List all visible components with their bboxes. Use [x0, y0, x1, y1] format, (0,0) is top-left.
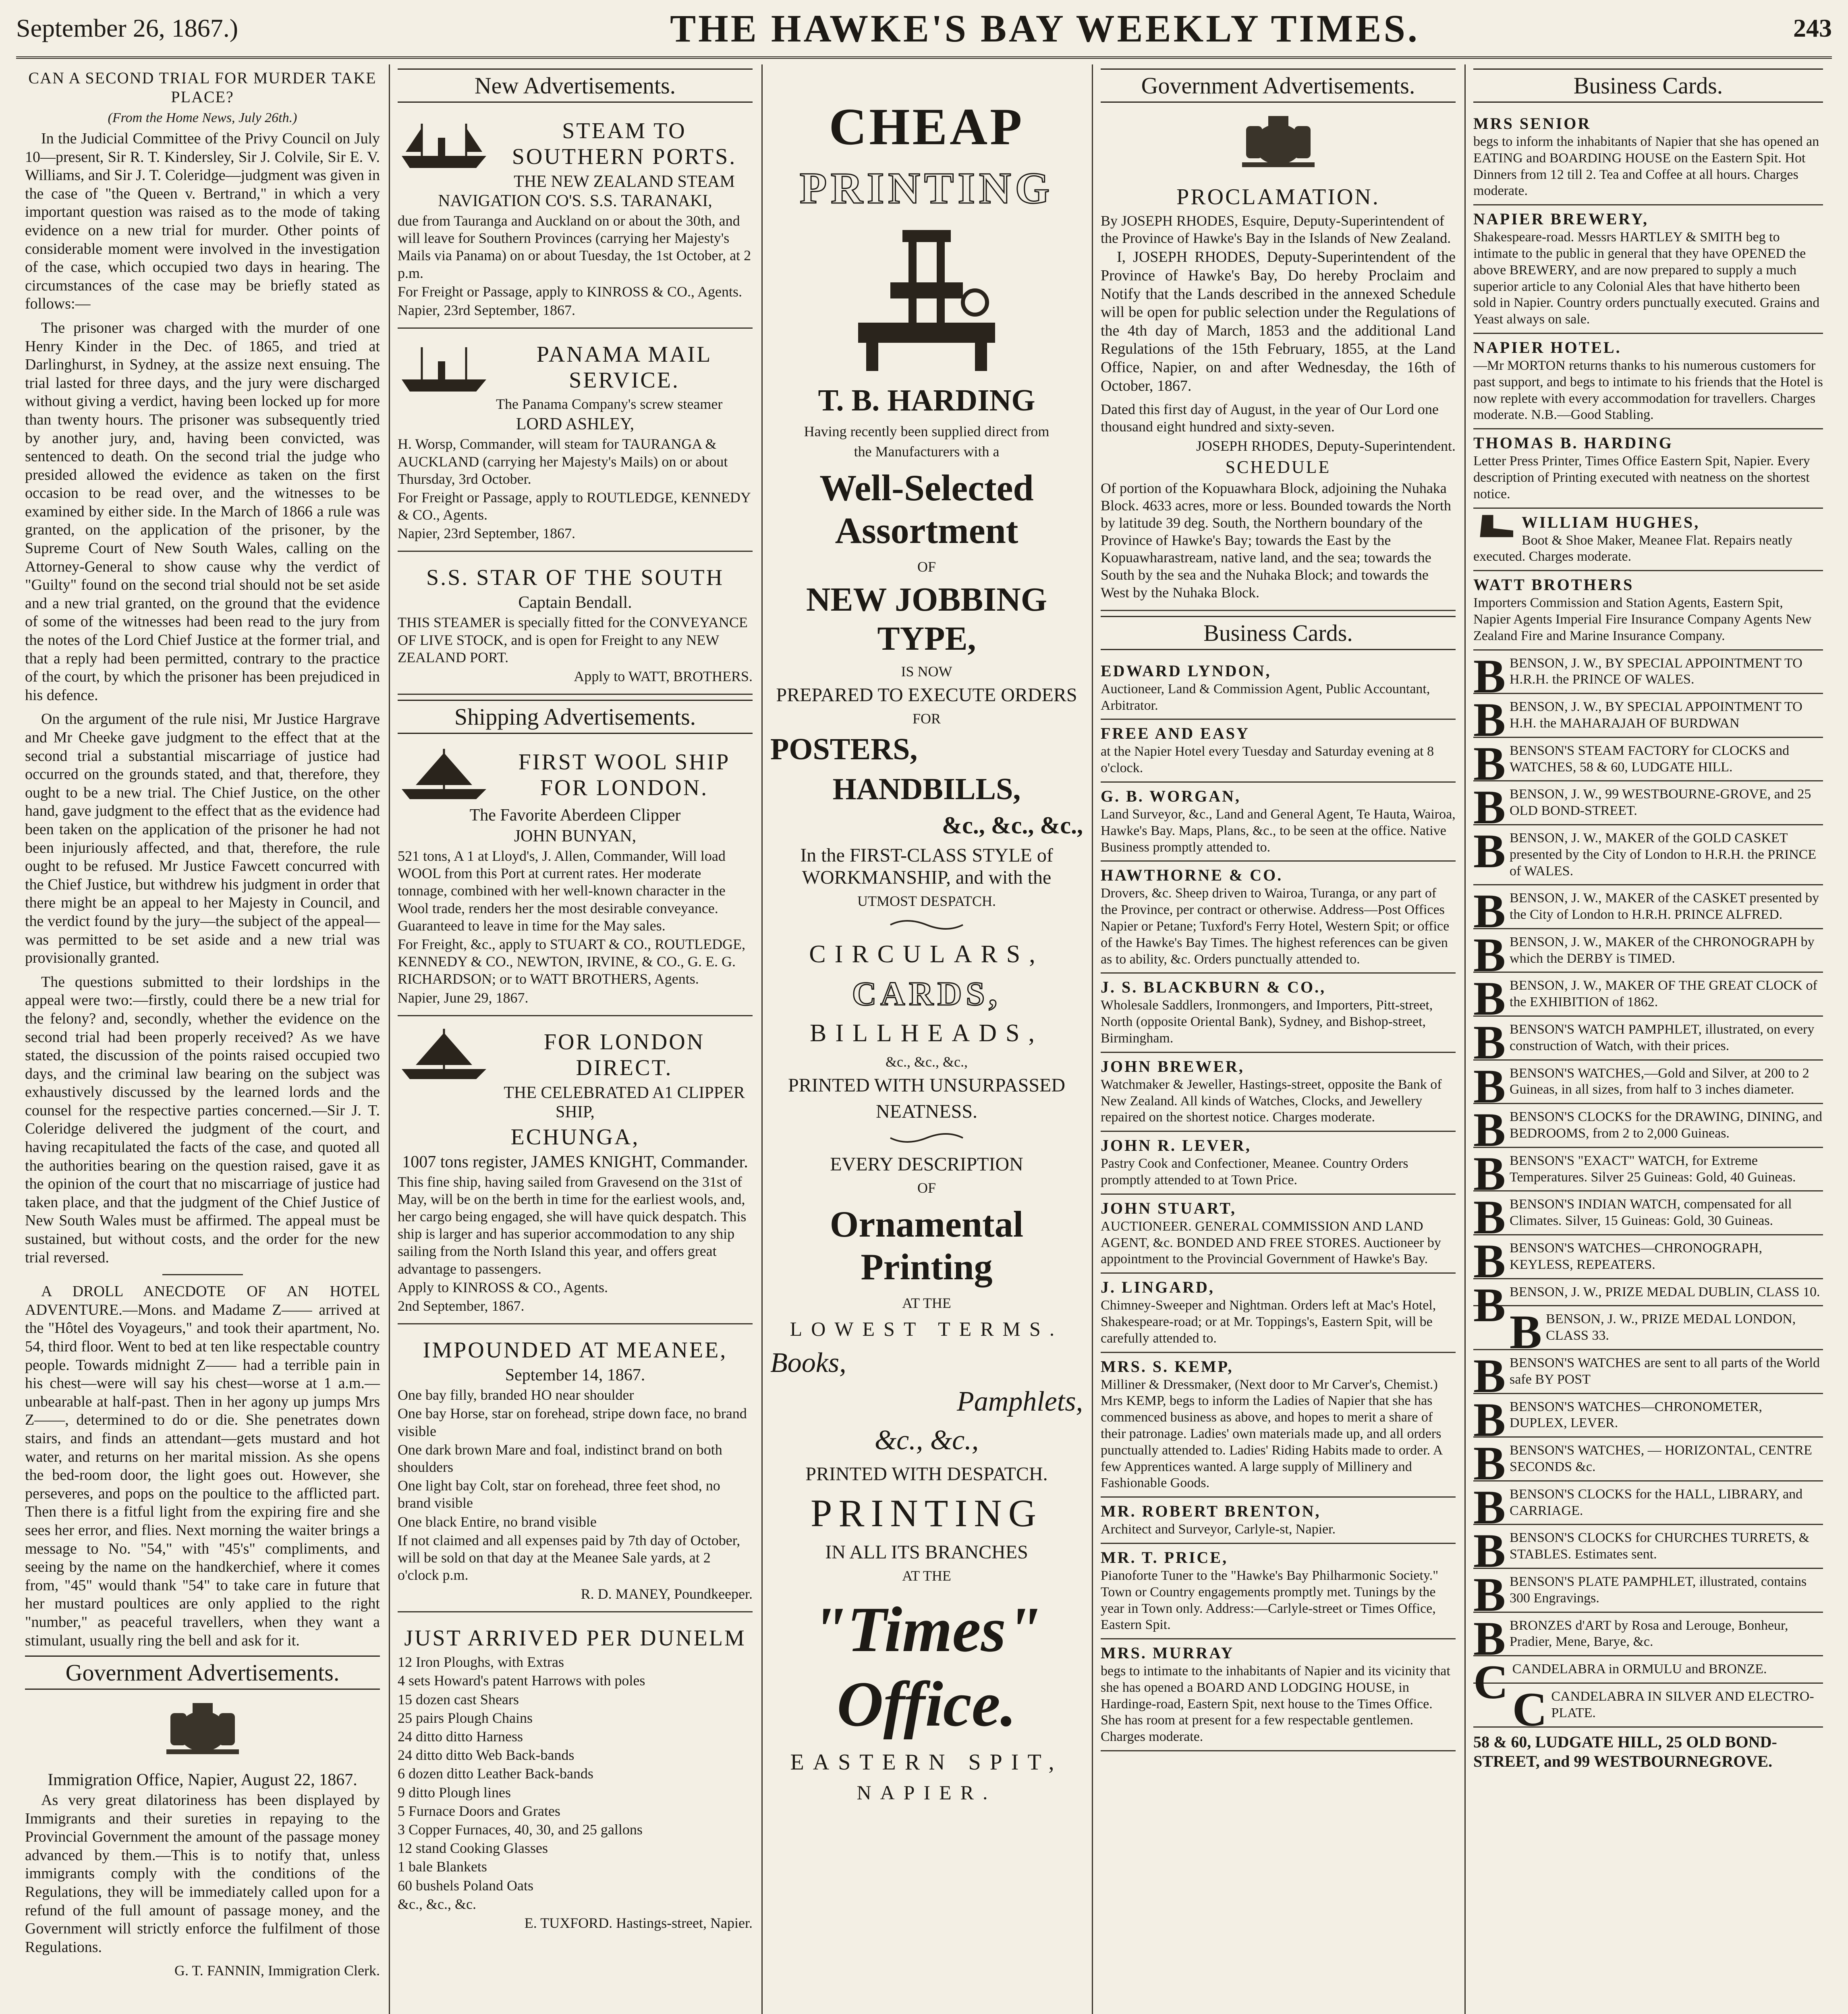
business-card [1473, 571, 1823, 650]
ad-title: STEAM TO SOUTHERN PORTS. [512, 118, 737, 169]
ad-text: THIS STEAMER is specially fitted for the CONVEYANCE OF LIVE STOCK, and is open for Freight to any NEW ZEALAND PORT. [398, 614, 748, 665]
printing-press-icon [842, 222, 1011, 375]
ad-line: CARDS, [852, 975, 1002, 1013]
benson-ad [1473, 693, 1823, 747]
ad-ship: LORD ASHLEY, [516, 415, 635, 434]
impounded-item: One black Entire, no brand visible [398, 1513, 597, 1530]
business-card [1101, 862, 1456, 974]
ad-line: OF [917, 559, 936, 575]
dunelm-ad [398, 1617, 753, 1940]
schedule-title: SCHEDULE [1225, 457, 1331, 477]
section-heading: Business Cards. [1473, 68, 1823, 103]
ad-line: EASTERN SPIT, [790, 1750, 1063, 1775]
royal-crest-icon [1218, 110, 1339, 170]
benson-initial: B [1473, 1524, 1506, 1578]
benson-line: BENSON, J. W., BY SPECIAL APPOINTMENT TO H.H. the MAHARAJAH OF BURDWAN [1510, 699, 1802, 731]
card-name: MRS. MURRAY [1101, 1644, 1234, 1662]
ornament-icon [886, 1130, 967, 1146]
benson-ad [1473, 649, 1823, 703]
ornament-icon [886, 917, 967, 933]
card-name: G. B. WORGAN, [1101, 787, 1241, 805]
impounded-item: One bay filly, branded HO near shoulder [398, 1387, 634, 1403]
ad-line: POSTERS, [770, 732, 918, 766]
card-name: J. S. BLACKBURN & CO., [1101, 978, 1326, 997]
card-text: Drovers, &c. Sheep driven to Wairoa, Turanga, or any part of the Province, per contract or otherwise. Address—Post Offices Napier or Petane; Tuxford's Ferry Hotel, Western Spit; or office of the Hawke's Bay Times. The highest references can be given as to ability, &c. Orders punctually attended to. [1101, 886, 1450, 967]
ad-sub: The Favorite Aberdeen Clipper [469, 806, 681, 825]
card-text: Wholesale Saddlers, Ironmongers, and Importers, Pitt-street, North (opposite Oriental Bank), Sydney, and Bishop-street, Birmingham. [1101, 998, 1433, 1046]
ad-apply: Apply to WATT, BROTHERS. [574, 668, 753, 684]
dunelm-item: 1 bale Blankets [398, 1859, 487, 1875]
benson-ad [1473, 1568, 1823, 1621]
ad-master: 1007 tons register, JAMES KNIGHT, Commander. [402, 1152, 748, 1171]
divider [162, 1274, 243, 1275]
benson-line: BENSON'S INDIAN WATCH, compensated for all Climates. Silver, 15 Guineas: Gold, 30 Guineas. [1510, 1197, 1792, 1229]
benson-initial: B [1473, 884, 1506, 938]
benson-line: BENSON'S WATCHES are sent to all parts of the World safe BY POST [1510, 1355, 1820, 1387]
royal-crest-icon [142, 1697, 263, 1757]
column-5 [1464, 64, 1832, 2014]
benson-initial: B [1473, 1436, 1506, 1490]
benson-ad [1473, 1146, 1823, 1200]
business-card [1101, 1353, 1456, 1498]
ad-line: Having recently been supplied direct from [804, 423, 1049, 439]
benson-ad [1473, 1524, 1823, 1578]
benson-initial: B [1473, 928, 1506, 982]
benson-initial: C [1512, 1682, 1547, 1736]
issue-date: September 26, 1867.) [16, 14, 238, 42]
business-card [1101, 1498, 1456, 1544]
card-name: JOHN R. LEVER, [1101, 1136, 1251, 1155]
dunelm-item: 9 ditto Plough lines [398, 1784, 511, 1801]
ad-line: Ornamental Printing [830, 1204, 1024, 1287]
card-name: THOMAS B. HARDING [1473, 434, 1673, 452]
ad-line: CIRCULARS, [809, 941, 1044, 968]
benson-initial: B [1473, 1103, 1506, 1157]
ad-agents: For Freight, &c., apply to STUART & CO., ROUTLEDGE, KENNEDY & CO., NEWTON, IRVINE, & CO., G. E. G. RICHARDSON; or to WATT BROTHERS, Agents. [398, 936, 746, 987]
dunelm-item: 12 stand Cooking Glasses [398, 1840, 548, 1857]
benson-ad [1473, 1234, 1823, 1288]
benson-line: BENSON'S WATCHES, — HORIZONTAL, CENTRE SECONDS &c. [1510, 1443, 1812, 1475]
steam-ad [398, 110, 753, 329]
ad-line: NEW JOBBING TYPE, [806, 581, 1047, 657]
ad-line: &c., &c., &c., [942, 812, 1083, 839]
card-name: MR. T. PRICE, [1101, 1548, 1228, 1566]
ad-line: &c., &c., &c., [886, 1054, 968, 1070]
benson-initial: B [1473, 649, 1506, 703]
article-paragraph: The prisoner was charged with the murder of one Henry Kinder in the Dec. of 1865, and tried at Darlinghurst, in Sydney, at the assize next ensuing. The trial lasted for three days, and the jury were discharged without giving a verdict, having been locked up for more than twenty hours. The prisoner was subsequently tried by another jury, and, having been convicted, was sentenced to death. On the second trial the judge who presided allowed the evidence as taken on the first occasion to be read over, and the witnesses to be examined by either side. In the March of 1866 a rule was granted, on the application of the prisoner, by the Supreme Court of New South Wales, calling on the Attorney-General to show cause why the verdict of "Guilty" found on the second trial should not be set aside and a new trial granted, on the ground that the evidence of some of the witnesses had been read to the jury from the notes of the Lord Chief Justice at the former trial, and that a reply had been permitted, contrary to the practice of the court, by which the prisoner has been prejudiced in his defence. [25, 319, 380, 704]
card-text: Watchmaker & Jeweller, Hastings-street, opposite the Bank of New Zealand. All kinds of Watches, Clocks, and Jewellery repaired on the shortest notice. Charges moderate. [1101, 1077, 1442, 1125]
gov-office: Immigration Office, Napier, August 22, 1867. [48, 1771, 357, 1790]
star-ad [398, 557, 753, 695]
gov-notice: As very great dilatoriness has been displayed by Immigrants and their sureties in repaying to the Provincial Government the amount of the passage money advanced by them.—This is to notify that, unless immigrants comply with the conditions of the Regulations, they will be immediately called upon for a refund of the full amount of passage money, and the Government will strictly enforce the fulfilment of those Regulations. [25, 1792, 380, 1956]
card-name: EDWARD LYNDON, [1101, 661, 1271, 680]
benson-ad [1473, 1611, 1823, 1665]
section-heading: New Advertisements. [398, 68, 753, 103]
benson-ad [1473, 1059, 1823, 1113]
dunelm-item: 25 pairs Plough Chains [398, 1709, 533, 1726]
ad-freight: For Freight or Passage, apply to ROUTLEDGE, KENNEDY & CO., Agents. [398, 489, 751, 523]
ad-date: September 14, 1867. [505, 1366, 645, 1385]
ad-line: IN ALL ITS BRANCHES [825, 1542, 1028, 1563]
benson-initial: B [1473, 1190, 1506, 1244]
business-card [1473, 110, 1823, 205]
column-2 [389, 64, 761, 2014]
benson-line: BENSON, J. W., MAKER of the CASKET presented by the City of London to H.R.H. PRINCE ALFRED. [1510, 891, 1819, 922]
benson-ad [1473, 1728, 1823, 1776]
card-name: J. LINGARD, [1101, 1278, 1215, 1297]
benson-initial: B [1473, 1349, 1506, 1403]
ad-date: 2nd September, 1867. [398, 1298, 525, 1314]
business-card [1101, 1639, 1456, 1751]
proclamation-dated: Dated this first day of August, in the year of Our Lord one thousand eight hundred and sixty-seven. [1101, 401, 1439, 435]
benson-ad [1473, 1480, 1823, 1534]
dunelm-item: 12 Iron Ploughs, with Extras [398, 1654, 564, 1670]
benson-ad [1473, 780, 1823, 834]
times-office: "Times" Office. [811, 1593, 1042, 1740]
business-card [1101, 1132, 1456, 1195]
section-heading: Shipping Advertisements. [398, 700, 753, 734]
proclamation-title: PROCLAMATION. [1176, 184, 1380, 209]
impounded-item: One light bay Colt, star on forehead, three feet shod, no brand visible [398, 1477, 720, 1511]
schedule-text: Of portion of the Kopuawhara Block, adjoining the Nuhaka Block. 4633 acres, more or less. Bounded towards the North by latitude 39 deg. South, the Northern boundary of the Province of Hawke's Bay; towards the East by the Kopuawharastream, native land, and the sea; towards the South by the sea and the Nuhaka Block; and towards the West by the Nuhaka Block. [1101, 480, 1451, 601]
benson-ad [1473, 1436, 1823, 1490]
ad-line: Well-Selected Assortment [819, 467, 1034, 551]
benson-initial: B [1473, 736, 1506, 790]
benson-initial: B [1473, 824, 1506, 878]
benson-initial: B [1473, 1568, 1506, 1621]
dunelm-item: 24 ditto ditto Harness [398, 1728, 523, 1745]
business-card [1101, 783, 1456, 862]
benson-initial: B [1510, 1305, 1542, 1359]
ad-line: FOR [912, 711, 941, 727]
card-text: Letter Press Printer, Times Office Eastern Spit, Napier. Every description of Printing executed with neatness on the shortest notice. [1473, 454, 1810, 501]
ad-title: FOR LONDON DIRECT. [543, 1029, 705, 1080]
business-card [1101, 1544, 1456, 1639]
ad-line: EVERY DESCRIPTION [830, 1154, 1023, 1175]
printing-heading: PRINTING [799, 164, 1054, 213]
ad-line: HANDBILLS, [832, 772, 1021, 806]
card-text: Land Surveyor, &c., Land and General Agent, Te Hauta, Wairoa, Hawke's Bay. Maps, Plans, &c., to be seen at the office. Native Business promptly attended to. [1101, 807, 1456, 855]
benson-ad [1473, 1392, 1823, 1446]
business-card [1101, 974, 1456, 1053]
card-text: Pianoforte Tuner to the "Hawke's Bay Philharmonic Society." Town or Country engagements promptly met. Tunings by the year in Town only. Address:—Carlyle-street or Times Office, Eastern Spit. [1101, 1568, 1439, 1633]
sailing-ship-icon [398, 1027, 490, 1083]
ad-line: NEATNESS. [875, 1101, 978, 1122]
ad-line: Books, [770, 1347, 846, 1378]
benson-ad [1473, 1305, 1823, 1359]
proclamation [1101, 176, 1456, 611]
ad-company: THE NEW ZEALAND STEAM NAVIGATION CO'S. S.S. TARANAKI, [438, 172, 735, 210]
ad-text: The Panama Company's screw steamer [496, 396, 723, 412]
benson-ad [1473, 1015, 1823, 1069]
dunelm-item: 60 bushels Poland Oats [398, 1877, 533, 1894]
business-card [1473, 334, 1823, 429]
card-name: WILLIAM HUGHES, [1522, 513, 1700, 531]
ad-line: PRINTED WITH UNSURPASSED [788, 1075, 1066, 1096]
ad-line: the Manufacturers with a [854, 443, 1000, 460]
card-text: Pastry Cook and Confectioner, Meanee. Country Orders promptly attended to at Town Price. [1101, 1156, 1408, 1187]
benson-line: BENSON, J. W., 99 WESTBOURNE-GROVE, and 25 OLD BOND-STREET. [1510, 787, 1811, 818]
wool-ad [398, 741, 753, 1016]
benson-ad [1473, 1190, 1823, 1244]
benson-ad [1473, 928, 1823, 982]
benson-initial: B [1473, 780, 1506, 834]
ad-ship: JOHN BUNYAN, [514, 827, 637, 845]
proclamation-by: By JOSEPH RHODES, Esquire, Deputy-Superintendent of the Province of Hawke's Bay in the Islands of New Zealand. [1101, 213, 1451, 247]
card-name: WATT BROTHERS [1473, 576, 1634, 594]
ad-signature: E. TUXFORD. Hastings-street, Napier. [524, 1915, 753, 1931]
ad-line: PREPARED TO EXECUTE ORDERS [776, 684, 1077, 706]
business-card [1101, 1274, 1456, 1353]
ad-title: IMPOUNDED AT MEANEE, [423, 1338, 728, 1363]
benson-initial: B [1473, 972, 1506, 1026]
ad-sub: THE CELEBRATED A1 CLIPPER SHIP, [504, 1083, 745, 1121]
ad-text: 521 tons, A 1 at Lloyd's, J. Allen, Commander, Will load WOOL from this Port at current rates. Her moderate tonnage, combined with her well-known character in the Wool trade, renders her the most desirable conveyance. Guaranteed to leave in time for the May sales. [398, 848, 726, 934]
ad-line: AT THE [902, 1568, 951, 1584]
ad-line: UTMOST DESPATCH. [857, 893, 996, 909]
card-text: Chimney-Sweeper and Nightman. Orders left at Mac's Hotel, Shakespeare-road; or at Mr. Toppings's, Eastern Spit, will be carefully attended to. [1101, 1298, 1436, 1346]
business-card [1101, 657, 1456, 720]
ad-signature: R. D. MANEY, Poundkeeper. [581, 1586, 753, 1602]
column-1 [16, 64, 389, 2014]
column-3-printing-ad [761, 64, 1092, 2014]
benson-line: BENSON'S PLATE PAMPHLET, illustrated, contains 300 Engravings. [1510, 1574, 1807, 1606]
benson-line: BENSON, J. W., MAKER of the GOLD CASKET presented by the City of London to H.R.H. the PRINCE of WALES. [1510, 830, 1817, 879]
business-card [1473, 429, 1823, 508]
benson-line: BENSON, J. W., MAKER OF THE GREAT CLOCK of the EXHIBITION of 1862. [1510, 978, 1817, 1010]
gov-signature: G. T. FANNIN, Immigration Clerk. [174, 1962, 380, 1979]
card-text: begs to intimate to the inhabitants of Napier and its vicinity that she has opened a BOARD AND LODGING HOUSE, in Hardinge-road, Eastern Spit, next house to the Times Office. She has room at present for a few respectable gentlemen. Charges moderate. [1101, 1664, 1450, 1745]
ad-text: This fine ship, having sailed from Gravesend on the 31st of May, will be on the berth in time for the earliest wools, and, her cargo being engaged, she will have quick despatch. This ship is larger and has superior accommodation to any ship sailing from the North Island this year, and offers great advantage to passengers. [398, 1173, 747, 1277]
card-name: NAPIER HOTEL. [1473, 338, 1622, 356]
card-name: NAPIER BREWERY, [1473, 210, 1649, 228]
ad-apply: Apply to KINROSS & CO., Agents. [398, 1279, 608, 1295]
benson-line: CANDELABRA IN SILVER AND ELECTRO-PLATE. [1551, 1689, 1814, 1720]
article-title: CAN A SECOND TRIAL FOR MURDER TAKE PLACE? [28, 69, 377, 106]
dunelm-item: 15 dozen cast Shears [398, 1691, 519, 1707]
dunelm-item: &c., &c., &c. [398, 1896, 476, 1912]
section-heading: Government Advertisements. [1101, 68, 1456, 103]
card-text: Milliner & Dressmaker, (Next door to Mr Carver's, Chemist.) Mrs KEMP, begs to inform the Ladies of Napier that she has commenced business as above, and hopes to merit a share of their patronage. Ladies' own materials made up, and all orders punctually attended to. Ladies' Riding Habits made to order. A few Apprentices wanted. A large supply of Millinery and Fashionable Goods. [1101, 1377, 1442, 1491]
card-name: JOHN BREWER, [1101, 1057, 1244, 1075]
ad-date: Napier, 23rd September, 1867. [398, 525, 575, 542]
ad-text: If not claimed and all expenses paid by 7th day of October, will be sold on that day at the Meanee Sale yards, at 2 o'clock p.m. [398, 1532, 740, 1583]
dunelm-item: 6 dozen ditto Leather Back-bands [398, 1765, 593, 1782]
ad-line: NAPIER. [857, 1781, 997, 1804]
article-paragraph: In the Judicial Committee of the Privy Council on July 10—present, Sir R. T. Kindersley, Sir J. Colvile, Sir E. V. Williams, and Sir J. T. Coleridge—judgment was given in the case of "the Queen v. Bertrand," in which a very important question was raised as to the mode of taking evidence on a new trial for murder. Other points of considerable moment were involved in the investigation of the case, which occupied two days in hearing. The circumstances of the case may be briefly stated as follows:— [25, 130, 380, 313]
card-text: Shakespeare-road. Messrs HARTLEY & SMITH beg to intimate to the public in general that they have OPENED the above BREWERY, and are now prepared to supply a much superior article to any Colonial Ales that have hitherto been sold in Napier. Country orders punctually executed. Grains and Yeast always on sale. [1473, 230, 1820, 327]
card-name: MR. ROBERT BRENTON, [1101, 1502, 1321, 1521]
printer-name: T. B. HARDING [818, 383, 1035, 417]
dunelm-item: 5 Furnace Doors and Grates [398, 1803, 560, 1819]
benson-ad [1473, 884, 1823, 938]
benson-ad [1473, 736, 1823, 790]
card-text: —Mr MORTON returns thanks to his numerous customers for past support, and begs to intimate to his friends that the Hotel is now replete with every accommodation for travellers. Charges moderate. N.B.—Good Stabling. [1473, 358, 1823, 423]
benson-line: BENSON, J. W., BY SPECIAL APPOINTMENT TO H.R.H. the PRINCE OF WALES. [1510, 655, 1802, 687]
card-text: Importers Commission and Station Agents, Eastern Spit, Napier Agents Imperial Fire Insurance Company Agents New Zealand Fire and Marine Insurance Company. [1473, 595, 1812, 643]
page-number: 243 [1793, 14, 1832, 42]
panama-ad [398, 334, 753, 552]
benson-ad [1473, 1103, 1823, 1157]
ad-title: PANAMA MAIL SERVICE. [536, 342, 712, 393]
card-name: JOHN STUART, [1101, 1199, 1237, 1217]
boot-icon [1473, 513, 1518, 539]
ad-title: S.S. STAR OF THE SOUTH [426, 565, 724, 591]
impounded-item: One bay Horse, star on forehead, stripe down face, no brand visible [398, 1405, 747, 1439]
benson-line: BRONZES d'ART by Rosa and Lerouge, Bonheur, Pradier, Mene, Barye, &c. [1510, 1618, 1788, 1649]
ad-date: Napier, June 29, 1867. [398, 989, 529, 1006]
benson-ad [1473, 1349, 1823, 1403]
steamship-icon [398, 339, 490, 396]
benson-ad [1473, 1682, 1823, 1736]
benson-line: BENSON'S "EXACT" WATCH, for Extreme Temperatures. Silver 25 Guineas: Gold, 40 Guineas. [1510, 1153, 1796, 1185]
card-text: begs to inform the inhabitants of Napier that she has opened an EATING and BOARDING HOUSE on the Eastern Spit. Hot Dinners from 12 till 2. Tea and Coffee at all hours. Charges moderate. [1473, 134, 1819, 199]
benson-initial: B [1473, 1146, 1506, 1200]
article-paragraph: The questions submitted to their lordships in the appeal were two:—firstly, could there be a new trial for the felony? and, secondly, whether the evidence on the second trial had been properly received? As we have stated, the discussion of the points raised occupied two days, and the criminal law bearing on the subject was exhaustively discussed by the learned lords and the counsel for the respective parties concerned.—Sir J. T. Coleridge delivered the judgment of the court, and having recapitulated the facts of the case, and quoted all the authorities bearing on the question raised, gave it as the opinion of the court that no miscarriage of justice had taken place, and that the judgment of the Chief Justice of New South Wales must be affirmed. The appeal must be sustained, but without costs, and the order for the new trial reversed. [25, 973, 380, 1266]
ad-freight: For Freight or Passage, apply to KINROSS & CO., Agents. [398, 283, 742, 300]
benson-line: BENSON'S STEAM FACTORY for CLOCKS and WATCHES, 58 & 60, LUDGATE HILL. [1510, 743, 1790, 775]
benson-initial: B [1473, 1611, 1506, 1665]
ad-line: OF [917, 1180, 936, 1196]
benson-address: 58 & 60, LUDGATE HILL, 25 OLD BOND-STREET, and 99 WESTBOURNEGROVE. [1473, 1732, 1777, 1770]
benson-initial: B [1473, 1059, 1506, 1113]
proclamation-text: I, JOSEPH RHODES, Deputy-Superintendent of the Province of Hawke's Bay, Do hereby Proclaim and Notify that the Lands described in the annexed Schedule will be open for public selection under the Regulations of the 4th day of March, 1853 and the additional Land Regulations of the 15th February, 1855, at the Land Office, Napier, on and after Wednesday, the 16th of October, 1867. [1101, 249, 1456, 394]
business-card [1473, 509, 1823, 572]
ad-line: BILLHEADS, [810, 1019, 1043, 1047]
benson-line: BENSON, J. W., PRIZE MEDAL LONDON, CLASS 33. [1546, 1312, 1796, 1343]
business-card [1101, 1053, 1456, 1132]
benson-initial: B [1473, 1234, 1506, 1288]
benson-line: BENSON'S CLOCKS for the HALL, LIBRARY, and CARRIAGE. [1510, 1486, 1803, 1518]
benson-initial: B [1473, 1278, 1506, 1332]
benson-initial: C [1473, 1655, 1508, 1709]
ad-captain: Captain Bendall. [518, 593, 632, 612]
ad-text: due from Tauranga and Auckland on or about the 30th, and will leave for Southern Provinces (carrying her Majesty's Mails via Panama) on or about Tuesday, the 1st October, at 2 p.m. [398, 213, 751, 281]
card-text: Boot & Shoe Maker, Meanee Flat. Repairs neatly executed. Charges moderate. [1473, 533, 1792, 564]
masthead [16, 0, 1832, 59]
ad-date: Napier, 23rd September, 1867. [398, 302, 575, 318]
ad-details: H. Worsp, Commander, will steam for TAURANGA & AUCKLAND (carrying her Majesty's Mails) on or about Thursday, 3rd October. [398, 436, 728, 487]
ad-line: IS NOW [901, 663, 952, 680]
benson-initial: B [1473, 693, 1506, 747]
column-4 [1092, 64, 1464, 2014]
benson-line: BENSON'S WATCH PAMPHLET, illustrated, on every construction of Watch, with their prices. [1510, 1022, 1815, 1053]
card-text: Architect and Surveyor, Carlyle-st, Napier. [1101, 1522, 1336, 1537]
benson-initial: B [1473, 1015, 1506, 1069]
benson-ad [1473, 825, 1823, 885]
newspaper-title: THE HAWKE'S BAY WEEKLY TIMES. [670, 6, 1420, 50]
ad-line: LOWEST TERMS. [790, 1318, 1064, 1340]
ad-line: In the FIRST-CLASS STYLE of WORKMANSHIP, and with the [800, 845, 1053, 888]
london-ad [398, 1021, 753, 1325]
ad-title: JUST ARRIVED PER DUNELM [404, 1626, 746, 1651]
card-text: at the Napier Hotel every Tuesday and Saturday evening at 8 o'clock. [1101, 744, 1434, 776]
card-name: MRS SENIOR [1473, 114, 1591, 133]
section-heading: Government Advertisements. [25, 1656, 380, 1690]
card-name: HAWTHORNE & CO. [1101, 866, 1283, 885]
ad-line: &c., &c., [874, 1425, 979, 1456]
ad-line: PRINTING [811, 1492, 1043, 1535]
ad-line: AT THE [902, 1295, 951, 1311]
benson-line: BENSON'S WATCHES—CHRONOMETER, DUPLEX, LEVER. [1510, 1399, 1763, 1431]
cheap-heading: CHEAP [829, 98, 1025, 156]
dunelm-item: 4 sets Howard's patent Harrows with poles [398, 1672, 645, 1689]
benson-initial: B [1473, 1392, 1506, 1446]
benson-line: CANDELABRA in ORMULU and BRONZE. [1512, 1662, 1767, 1677]
benson-line: BENSON'S WATCHES,—Gold and Silver, at 200 to 2 Guineas, in all sizes, from half to 3 inches diameter. [1510, 1065, 1809, 1097]
anecdote-paragraph: A DROLL ANECDOTE OF AN HOTEL ADVENTURE.—Mons. and Madame Z—— arrived at the "Hôtel des Voyageurs," and took their apartment, No. 54, third floor. Went to bed at ten like respectable country people. Towards midnight Z—— had a terrible pain in his chest—were will say his chest—worse at 1 a.m.—unbearable at half-past. Then in her agony up jumps Mrs Z——, determined to do or die. She penetrates down stairs, and finds an attendant—gets mustard and hot water, and returns on her marital mission. As she opens the bed-room door, the light goes out. However, she perseveres, and pops on the poultice to the afflicted part. Then there is a fitful light from the expiring fire and she sees her error, and flies. Next morning the waiter brings a message to No. "54," with "45's" compliments, and seeing by the name on the handkerchief, where it comes from, "45" would thank "54" to take care in future that her mustard poultices are only applied to the right "number," as peaceful travellers, when they want a stimulant, usually ring the bell and ask for it. [25, 1283, 380, 1649]
business-card [1473, 205, 1823, 334]
ad-ship: ECHUNGA, [510, 1124, 640, 1150]
card-text: Auctioneer, Land & Commission Agent, Public Accountant, Arbitrator. [1101, 681, 1430, 713]
sailing-ship-icon [398, 747, 490, 803]
dunelm-item: 3 Copper Furnaces, 40, 30, and 25 gallons [398, 1821, 643, 1838]
dunelm-item: 24 ditto ditto Web Back-bands [398, 1747, 575, 1763]
steamship-icon [398, 116, 490, 172]
ad-title: FIRST WOOL SHIP FOR LONDON. [518, 750, 730, 800]
ad-line: PRINTED WITH DESPATCH. [805, 1463, 1048, 1485]
impounded-ad [398, 1329, 753, 1612]
benson-line: BENSON'S CLOCKS for the DRAWING, DINING, and BEDROOMS, from 2 to 2,000 Guineas. [1510, 1109, 1822, 1141]
benson-line: BENSON'S CLOCKS for CHURCHES TURRETS, & STABLES. Estimates sent. [1510, 1530, 1810, 1562]
business-card [1101, 1195, 1456, 1274]
benson-initial: B [1473, 1480, 1506, 1534]
columns [16, 64, 1832, 2014]
benson-ad [1473, 972, 1823, 1026]
card-name: MRS. S. KEMP, [1101, 1357, 1234, 1376]
article-paragraph: On the argument of the rule nisi, Mr Justice Hargrave and Mr Cheeke gave judgment to the effect that at the second trial a substantial miscarriage of justice had occurred on the grounds stated, and that, therefore, they ought to be a new trial. The Chief Justice, on the other hand, gave judgment to the effect that as the evidence had been taken on the application of the prisoner he had not been injuriously affected, and that, therefore, the rule ought to be refused. Mr Justice Fawcett concurred with the Chief Justice, but withdrew his judgment in order that there might be an appeal to her Majesty in Council, and the verdict found by the jury—the subject of the appeal—was permitted to be set aside and a new trial was provisionally granted. [25, 711, 380, 967]
card-name: FREE AND EASY [1101, 724, 1250, 743]
benson-line: BENSON, J. W., MAKER of the CHRONOGRAPH by which the DERBY is TIMED. [1510, 934, 1815, 966]
proclamation-signature: JOSEPH RHODES, Deputy-Superintendent. [1196, 437, 1456, 454]
card-text: AUCTIONEER. GENERAL COMMISSION AND LAND AGENT, &c. BONDED AND FREE STORES. Auctioneer by appointment to the Provincial Government of Hawke's Bay. [1101, 1218, 1441, 1267]
business-card [1101, 720, 1456, 783]
article-source: (From the Home News, July 26th.) [108, 110, 297, 125]
benson-line: BENSON'S WATCHES—CHRONOGRAPH, KEYLESS, REPEATERS. [1510, 1241, 1763, 1272]
impounded-item: One dark brown Mare and foal, indistinct brand on both shoulders [398, 1441, 722, 1475]
section-heading: Business Cards. [1101, 616, 1456, 650]
ad-line: Pamphlets, [956, 1386, 1083, 1417]
benson-line: BENSON, J. W., PRIZE MEDAL DUBLIN, CLASS 10. [1510, 1284, 1820, 1299]
